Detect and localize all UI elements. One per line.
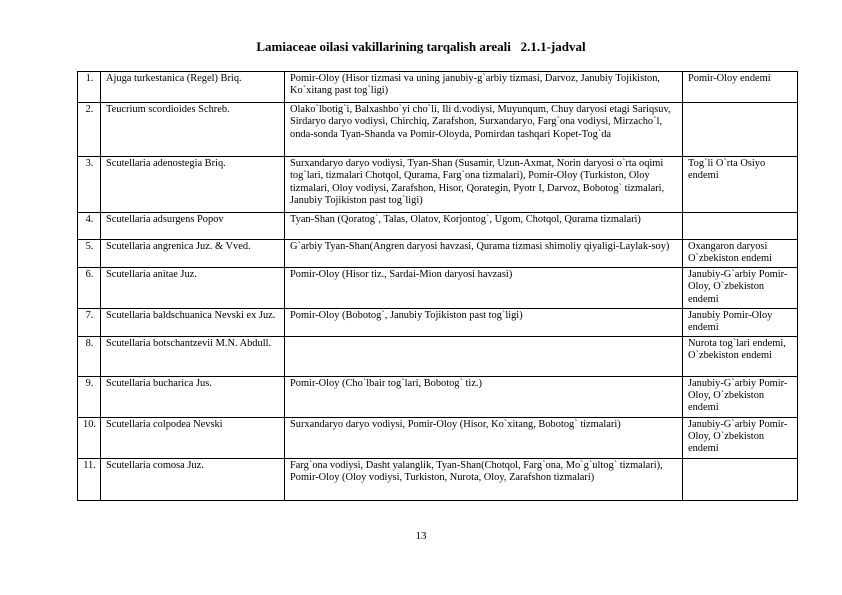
table-row bbox=[78, 157, 798, 213]
endemic-cell bbox=[683, 103, 798, 157]
endemic-cell: Janubiy-G`arbiy Pomir-Oloy, O`zbekiston endemi bbox=[683, 267, 798, 308]
species-cell: Scutellaria colpodea Nevski bbox=[101, 417, 285, 458]
endemic-cell: Nurota tog`lari endemi, O`zbekiston endemi bbox=[683, 336, 798, 376]
table-title: Lamiaceae oilasi vakillarining tarqalish areali 2.1.1-jadval bbox=[256, 39, 586, 54]
table-row bbox=[78, 103, 798, 157]
endemic-cell bbox=[683, 213, 798, 240]
table-row bbox=[78, 376, 798, 417]
distribution-cell: Tyan-Shan (Qoratog`, Talas, Olatov, Korjontog`, Ugom, Chotqol, Qurama tizmalari) bbox=[285, 213, 683, 240]
row-number: 8. bbox=[78, 336, 101, 376]
row-number: 3. bbox=[78, 157, 101, 213]
distribution-cell bbox=[285, 336, 683, 376]
distribution-cell: Surxandaryo daryo vodiysi, Tyan-Shan (Susamir, Uzun-Axmat, Norin daryosi o`rta oqimi tog`lari, tizmalari Chotqol, Qurama, Farg`ona tizmalari), Pomir-Oloy (Turkiston, Oloy tizmalari, Oloy vodiysi, Zarafshon, Hisor, Qorategin, Pyotr I, Darvoz, Bobotog` tizmalari, Janubiy Tojikiston past tog`ligi) bbox=[285, 157, 683, 213]
table-row bbox=[78, 240, 798, 268]
endemic-cell: Pomir-Oloy endemi bbox=[683, 72, 798, 103]
table-row bbox=[78, 213, 798, 240]
row-number: 11. bbox=[78, 458, 101, 500]
table-row bbox=[78, 308, 798, 336]
row-number: 5. bbox=[78, 240, 101, 268]
species-cell: Ajuga turkestanica (Regel) Briq. bbox=[101, 72, 285, 103]
species-cell: Scutellaria comosa Juz. bbox=[101, 458, 285, 500]
distribution-cell: Surxandaryo daryo vodiysi, Pomir-Oloy (Hisor, Ko`xitang, Bobotog` tizmalari) bbox=[285, 417, 683, 458]
species-cell: Scutellaria adsurgens Popov bbox=[101, 213, 285, 240]
distribution-cell: Farg`ona vodiysi, Dasht yalanglik, Tyan-Shan(Chotqol, Farg`ona, Mo`g`ultog` tizmalari), Pomir-Oloy (Oloy vodiysi, Turkiston, Nurota, Oloy, Zarafshon tizmalari) bbox=[285, 458, 683, 500]
table-row bbox=[78, 267, 798, 308]
endemic-cell: Janubiy Pomir-Oloy endemi bbox=[683, 308, 798, 336]
endemic-cell: Tog`li O`rta Osiyo endemi bbox=[683, 157, 798, 213]
species-cell: Teucrium scordioides Schreb. bbox=[101, 103, 285, 157]
row-number: 2. bbox=[78, 103, 101, 157]
row-number: 1. bbox=[78, 72, 101, 103]
table-row bbox=[78, 72, 798, 103]
distribution-cell: Pomir-Oloy (Hisor tizmasi va uning janubiy-g`arbiy tizmasi, Darvoz, Janubiy Tojikiston, Ko`xitang past tog`ligi) bbox=[285, 72, 683, 103]
row-number: 9. bbox=[78, 376, 101, 417]
row-number: 4. bbox=[78, 213, 101, 240]
species-cell: Scutellaria adenostegia Briq. bbox=[101, 157, 285, 213]
table-row bbox=[78, 336, 798, 376]
endemic-cell bbox=[683, 458, 798, 500]
species-cell: Scutellaria angrenica Juz. & Vved. bbox=[101, 240, 285, 268]
species-cell: Scutellaria anitae Juz. bbox=[101, 267, 285, 308]
endemic-cell: Oxangaron daryosi O`zbekiston endemi bbox=[683, 240, 798, 268]
distribution-cell: Olako`lbotig`i, Balxashbo`yi cho`li, Ili d.vodiysi, Muyunqum, Chuy daryosi etagi Sariqsuv, Sirdaryo daryo vodiysi, Chirchiq, Zarafshon, Surxandaryo, Farg`ona vodiysi, Mirzacho`l, onda-sonda Tyan-Shanda va Pomir-Oloyda, Pomirdan tashqari Kopet-Tog`da bbox=[285, 103, 683, 157]
endemic-cell: Janubiy-G`arbiy Pomir-Oloy, O`zbekiston endemi bbox=[683, 417, 798, 458]
species-cell: Scutellaria bucharica Jus. bbox=[101, 376, 285, 417]
species-cell: Scutellaria baldschuanica Nevski ex Juz. bbox=[101, 308, 285, 336]
row-number: 6. bbox=[78, 267, 101, 308]
row-number: 7. bbox=[78, 308, 101, 336]
row-number: 10. bbox=[78, 417, 101, 458]
table-row bbox=[78, 417, 798, 458]
distribution-cell: Pomir-Oloy (Bobotog`, Janubiy Tojikiston past tog`ligi) bbox=[285, 308, 683, 336]
distribution-cell: Pomir-Oloy (Cho`lbair tog`lari, Bobotog` tiz.) bbox=[285, 376, 683, 417]
endemic-cell: Janubiy-G`arbiy Pomir-Oloy, O`zbekiston endemi bbox=[683, 376, 798, 417]
page-number: 13 bbox=[415, 530, 427, 542]
species-cell: Scutellaria botschantzevii M.N. Abdull. bbox=[101, 336, 285, 376]
distribution-table bbox=[77, 71, 798, 501]
distribution-cell: Pomir-Oloy (Hisor tiz., Sardai-Mion daryosi havzasi) bbox=[285, 267, 683, 308]
distribution-cell: G`arbiy Tyan-Shan(Angren daryosi havzasi, Qurama tizmasi shimoliy qiyaligi-Laylak-soy) bbox=[285, 240, 683, 268]
table-row bbox=[78, 458, 798, 500]
